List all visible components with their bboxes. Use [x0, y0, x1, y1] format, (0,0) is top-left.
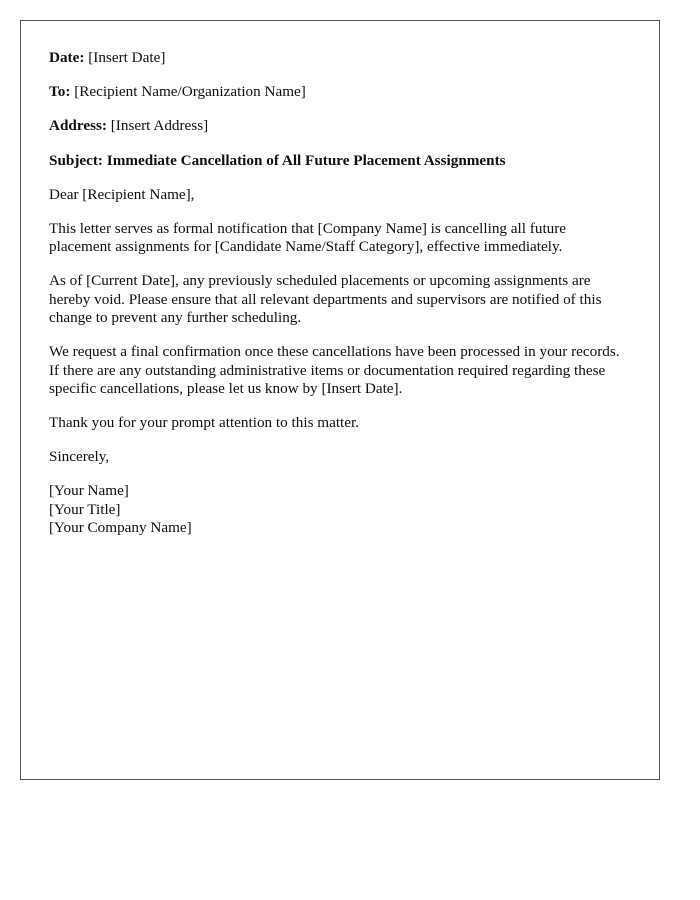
signature-title: [Your Title]	[49, 500, 121, 518]
body-paragraph-confirmation-request: We request a final confirmation once these cancellations have been processed in your records. If there are any outstanding administrative items or documentation required regarding these specific cancellations, please let us know by [Insert Date].	[49, 343, 620, 397]
date-line	[49, 49, 631, 67]
closing: Sincerely,	[49, 448, 110, 466]
body-paragraph-notification: This letter serves as formal notification that [Company Name] is cancelling all future placement assignments for [Candidate Name/Staff Category], effective immediately.	[49, 219, 567, 256]
date-value: [Insert Date]	[88, 49, 166, 66]
signature-name: [Your Name]	[49, 482, 129, 500]
body-paragraph-thanks: Thank you for your prompt attention to this matter.	[49, 413, 360, 431]
salutation: Dear [Recipient Name],	[49, 185, 195, 203]
to-line	[49, 83, 631, 101]
body-paragraph-void-notice: As of [Current Date], any previously scheduled placements or upcoming assignments are hereby void. Please ensure that all relevant departments and supervisors are notified of this change to prevent any further scheduling.	[49, 272, 602, 327]
signature-company: [Your Company Name]	[49, 518, 192, 536]
letter-page	[20, 20, 660, 780]
to-value: [Recipient Name/Organization Name]	[74, 83, 306, 101]
subject-value: Immediate Cancellation of All Future Placement Assignments	[106, 151, 506, 169]
address-line	[49, 117, 631, 135]
to-label: To:	[49, 83, 71, 101]
signature-block	[49, 482, 631, 537]
address-label: Address:	[49, 117, 107, 135]
subject-line	[49, 152, 631, 170]
date-label: Date:	[49, 49, 85, 66]
subject-label: Subject:	[49, 151, 103, 169]
address-value: [Insert Address]	[110, 117, 209, 135]
